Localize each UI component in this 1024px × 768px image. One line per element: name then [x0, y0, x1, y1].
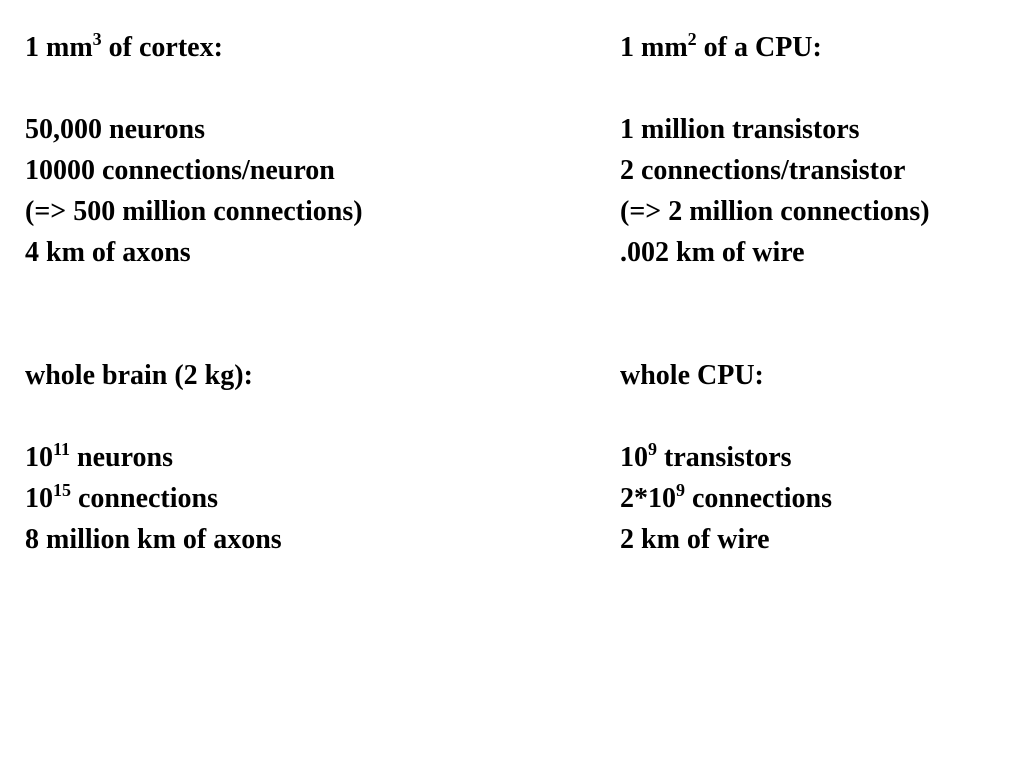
cortex-axons: 4 km of axons: [25, 237, 191, 268]
cpu-connections: $2*10^9$ connections: [620, 480, 832, 514]
cpu-column: [620, 27, 930, 560]
whole-cpu-header: whole CPU:: [620, 360, 764, 391]
cortex-brain-column: [25, 27, 363, 560]
cortex-connections-per-neuron: 10000 connections/neuron: [25, 155, 335, 186]
whole-brain-header: whole brain (2 kg):: [25, 360, 253, 391]
cortex-neurons: 50,000 neurons: [25, 114, 205, 145]
cpu-header: 1 $mm^2$ of a CPU:: [620, 29, 822, 63]
brain-neurons-exponent: 11: [53, 439, 71, 459]
cpu-total-connections: (=> 2 million connections): [620, 196, 930, 227]
brain-connections-exponent: 15: [53, 480, 71, 500]
brain-axons: 8 million km of axons: [25, 524, 282, 555]
brain-connections: $10^{15}$ connections: [25, 480, 218, 514]
cpu-connections-per-transistor: 2 connections/transistor: [620, 155, 906, 186]
cpu-exponent: 2: [687, 29, 697, 49]
cortex-exponent: 3: [92, 29, 102, 49]
cortex-header: 1 $mm^3$ of cortex:: [25, 29, 223, 63]
cpu-transistors-exponent: 9: [648, 439, 657, 459]
cpu-connections-exponent: 9: [676, 480, 685, 500]
cortex-total-connections: (=> 500 million connections): [25, 196, 363, 227]
cpu-transistors: $10^9$ transistors: [620, 439, 792, 473]
cpu-transistors-per-mm: 1 million transistors: [620, 114, 860, 145]
brain-neurons: $10^{11}$ neurons: [25, 439, 173, 473]
cpu-wire: 2 km of wire: [620, 524, 770, 555]
cpu-wire-per-mm: .002 km of wire: [620, 237, 805, 268]
